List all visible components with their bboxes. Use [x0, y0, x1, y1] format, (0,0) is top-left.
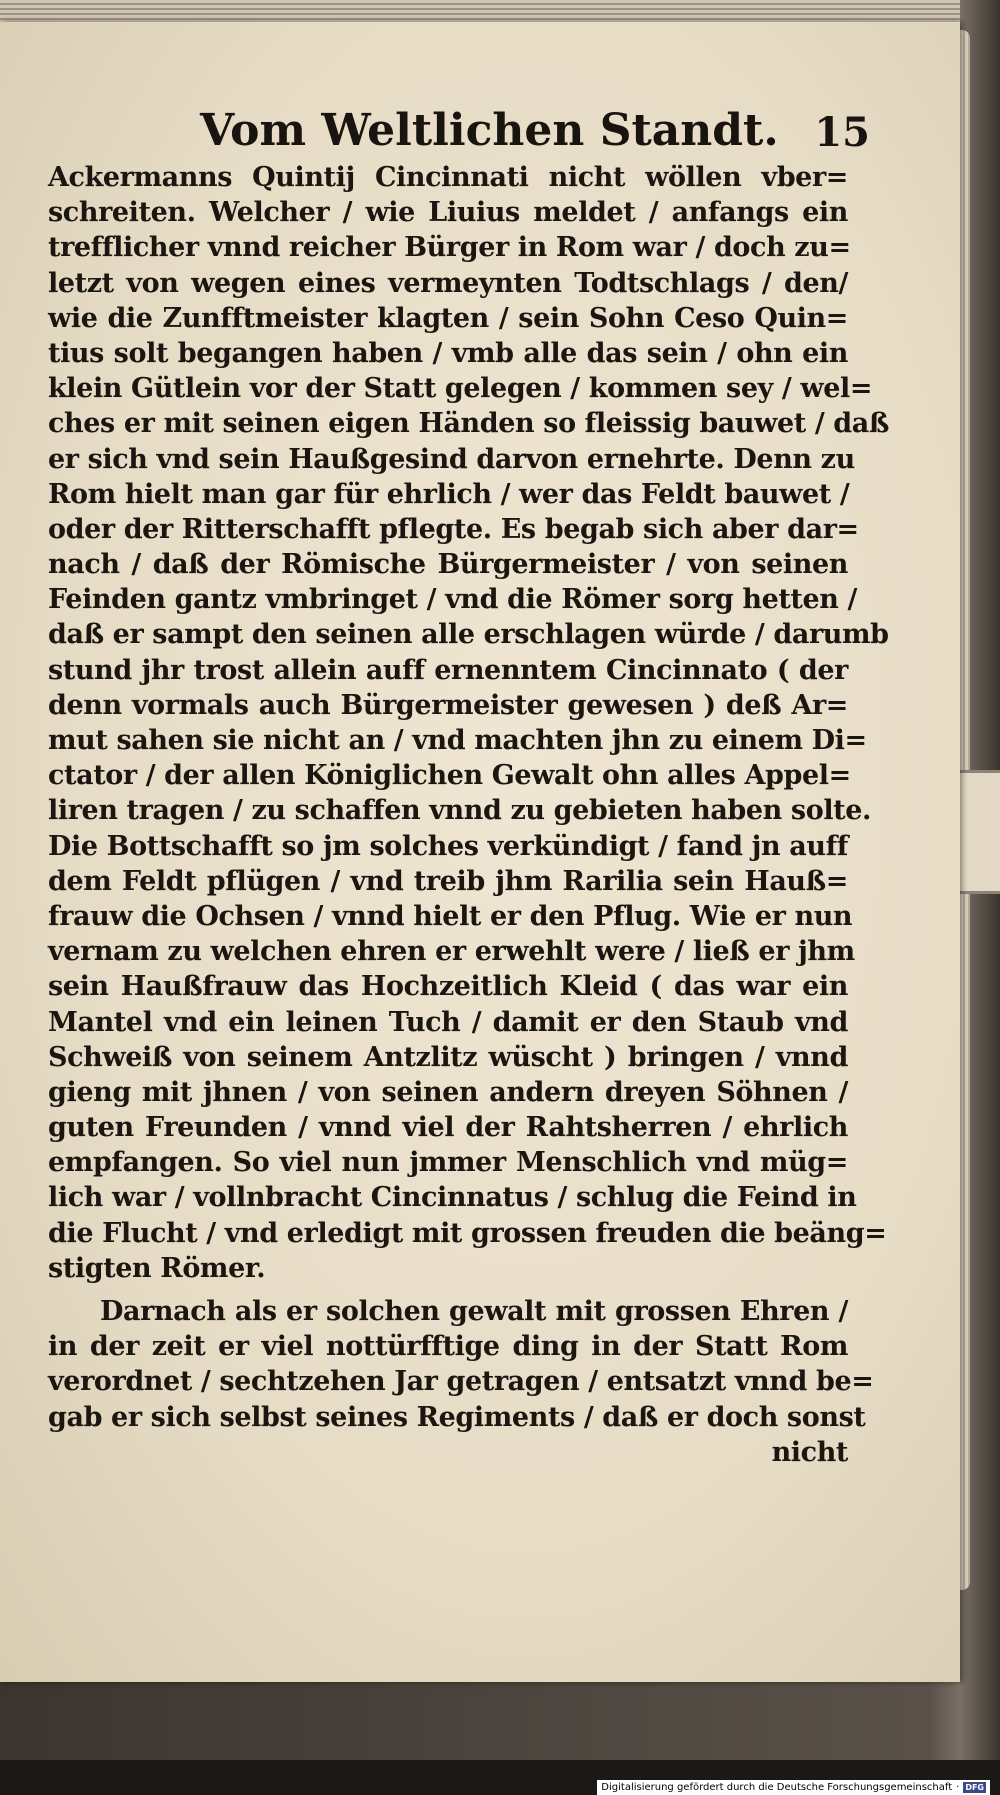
text-line: verordnet / sechtzehen Jar getragen / entsatzt vnnd be= [48, 1366, 874, 1398]
text-line: empfangen. So viel nun jmmer Menschlich vnd müg= [48, 1147, 848, 1179]
text-line: guten Freunden / vnnd viel der Rahtsherren / ehrlich [48, 1112, 848, 1144]
text-line: liren tragen / zu schaffen vnnd zu gebieten haben solte. [48, 795, 872, 827]
funding-notice: Digitalisierung gefördert durch die Deutsche Forschungsgemeinschaft · DFG [597, 1780, 990, 1795]
text-line: vernam zu welchen ehren er erwehlt were / ließ er jhm [48, 936, 855, 968]
running-title: Vom Weltlichen Standt. [200, 105, 779, 156]
page-header [200, 105, 870, 165]
catchword: nicht [771, 1436, 848, 1468]
text-line: stund jhr trost allein auff ernenntem Cincinnato ( der [48, 654, 848, 686]
text-line: dem Feldt pflügen / vnd treib jhm Rarilia sein Hauß= [48, 865, 848, 897]
text-line: Darnach als er solchen gewalt mit grossen Ehren / [100, 1296, 848, 1327]
text-line: gab er sich selbst seines Regiments / daß er doch sonst [48, 1401, 866, 1433]
text-line: trefflicher vnnd reicher Bürger in Rom war / doch zu= [48, 232, 851, 264]
paragraph-2 [48, 1294, 874, 1435]
text-line: nach / daß der Römische Bürgermeister / von seinen [48, 549, 848, 581]
body-text [48, 160, 889, 1470]
text-line: lich war / vollnbracht Cincinnatus / schlug die Feind in [48, 1182, 857, 1214]
text-line: Mantel vnd ein leinen Tuch / damit er den Staub vnd [48, 1006, 848, 1038]
text-line: ctator / der allen Königlichen Gewalt ohn alles Appel= [48, 760, 851, 792]
text-line: wie die Zunfftmeister klagten / sein Sohn Ceso Quin= [48, 302, 848, 334]
text-line: letzt von wegen eines vermeynten Todtschlags / den/ [48, 267, 848, 299]
text-line: stigten Römer. [48, 1252, 266, 1284]
text-line: Schweiß von seinem Antzlitz wüscht ) bringen / vnnd [48, 1041, 848, 1073]
funding-text: Digitalisierung gefördert durch die Deutsche Forschungsgemeinschaft [601, 1782, 953, 1793]
text-line: Feinden gantz vmbringet / vnd die Römer sorg hetten / [48, 584, 857, 616]
page-number: 15 [814, 109, 870, 156]
text-line: Rom hielt man gar für ehrlich / wer das Feldt bauwet / [48, 478, 850, 510]
text-line: Ackermanns Quintij Cincinnati nicht wöllen vber= [48, 162, 848, 193]
text-line: mut sahen sie nicht an / vnd machten jhn zu einem Di= [48, 725, 867, 756]
text-line: die Flucht / vnd erledigt mit grossen freuden die beäng= [48, 1217, 887, 1249]
text-line: Die Bottschafft so jm solches verkündigt / fand jn auff [48, 830, 848, 862]
text-line: gieng mit jhnen / von seinen andern dreyen Söhnen / [48, 1076, 848, 1108]
text-line: oder der Ritterschafft pflegte. Es begab sich aber dar= [48, 513, 859, 545]
paragraph-gap [48, 1286, 848, 1294]
text-line: er sich vnd sein Haußgesind darvon ernehrte. Denn zu [48, 443, 855, 475]
text-line: frauw die Ochsen / vnnd hielt er den Pflug. Wie er nun [48, 900, 853, 932]
paragraph-1 [48, 160, 889, 1286]
text-line: tius solt begangen haben / vmb alle das sein / ohn ein [48, 337, 848, 369]
text-line: denn vormals auch Bürgermeister gewesen ) deß Ar= [48, 689, 848, 721]
text-line: ches er mit seinen eigen Händen so fleissig bauwet / daß [48, 408, 889, 440]
text-line: sein Haußfrauw das Hochzeitlich Kleid ( das war ein [48, 971, 848, 1003]
text-line: schreiten. Welcher / wie Liuius meldet / anfangs ein [48, 197, 848, 229]
text-line: daß er sampt den seinen alle erschlagen würde / darumb [48, 619, 889, 651]
text-line: klein Gütlein vor der Statt gelegen / kommen sey / wel= [48, 373, 873, 405]
text-line: in der zeit er viel nottürfftige ding in der Statt Rom [48, 1331, 848, 1363]
dfg-logo: DFG [965, 1783, 984, 1792]
